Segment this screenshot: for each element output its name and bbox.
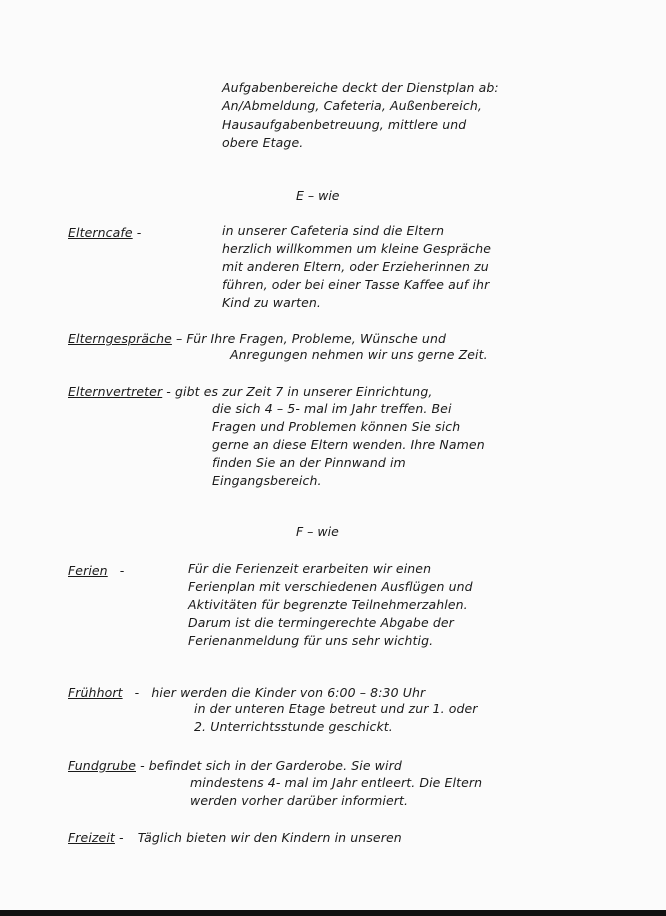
entry-term: Fundgrube [68, 758, 136, 773]
entry-line: Anregungen nehmen wir uns gerne Zeit. [230, 347, 488, 362]
entry-line: Für Ihre Fragen, Probleme, Wünsche und [186, 331, 447, 346]
entry-line: die sich 4 – 5- mal im Jahr treffen. Bei [212, 401, 452, 416]
entry-line: Ferienplan mit verschiedenen Ausflügen und [188, 579, 473, 594]
entry-dash: - [166, 384, 171, 399]
entry-ferien [68, 562, 124, 580]
entry-dash: - [134, 685, 140, 700]
section-heading-f: F – wie [296, 524, 339, 539]
entry-term: Freizeit [68, 830, 115, 845]
entry-dash: - [140, 758, 145, 773]
entry-fundgrube [68, 757, 402, 775]
entry-line: Eingangsbereich. [212, 473, 322, 488]
entry-line: werden vorher darüber informiert. [190, 793, 409, 808]
entry-line: Kind zu warten. [222, 295, 321, 310]
entry-line: finden Sie an der Pinnwand im [212, 455, 406, 470]
entry-term: Elterncafe [68, 225, 133, 240]
entry-dash: - [136, 225, 142, 240]
intro-line: Hausaufgabenbetreuung, mittlere und [222, 117, 467, 132]
entry-elterncafe [68, 224, 141, 242]
entry-term: Ferien [68, 563, 108, 578]
entry-line: Ferienanmeldung für uns sehr wichtig. [188, 633, 434, 648]
entry-term: Frühhort [68, 685, 123, 700]
entry-line: Fragen und Problemen können Sie sich [212, 419, 461, 434]
entry-elternvertreter [68, 383, 432, 401]
entry-line: gibt es zur Zeit 7 in unserer Einrichtung, [175, 384, 433, 399]
entry-line: Täglich bieten wir den Kindern in unseren [137, 830, 402, 845]
entry-line: herzlich willkommen um kleine Gespräche [222, 241, 492, 256]
entry-line: hier werden die Kinder von 6:00 – 8:30 Uhr [151, 685, 426, 700]
entry-line: führen, oder bei einer Tasse Kaffee auf ihr [222, 277, 490, 292]
entry-line: mit anderen Eltern, oder Erzieherinnen zu [222, 259, 489, 274]
intro-line: An/Abmeldung, Cafeteria, Außenbereich, [222, 98, 482, 113]
entry-dash: - [119, 563, 125, 578]
entry-line: 2. Unterrichtsstunde geschickt. [194, 719, 393, 734]
intro-line: obere Etage. [222, 135, 304, 150]
entry-line: in der unteren Etage betreut und zur 1. oder [194, 701, 478, 716]
entry-dash: - [119, 830, 124, 845]
entry-dash: – [175, 331, 183, 346]
entry-term: Elterngespräche [68, 331, 172, 346]
entry-line: in unserer Cafeteria sind die Eltern [222, 223, 445, 238]
entry-freizeit [68, 829, 402, 847]
entry-term: Elternvertreter [68, 384, 163, 399]
entry-line: mindestens 4- mal im Jahr entleert. Die Eltern [190, 775, 483, 790]
entry-line: Darum ist die termingerechte Abgabe der [188, 615, 454, 630]
entry-line: Aktivitäten für begrenzte Teilnehmerzahlen. [188, 597, 468, 612]
entry-line: Für die Ferienzeit erarbeiten wir einen [188, 561, 432, 576]
section-heading-e: E – wie [296, 188, 340, 203]
entry-line: gerne an diese Eltern wenden. Ihre Namen [212, 437, 485, 452]
intro-line: Aufgabenbereiche deckt der Dienstplan ab: [222, 80, 499, 95]
entry-line: befindet sich in der Garderobe. Sie wird [148, 758, 402, 773]
scan-bottom-edge [0, 910, 666, 916]
